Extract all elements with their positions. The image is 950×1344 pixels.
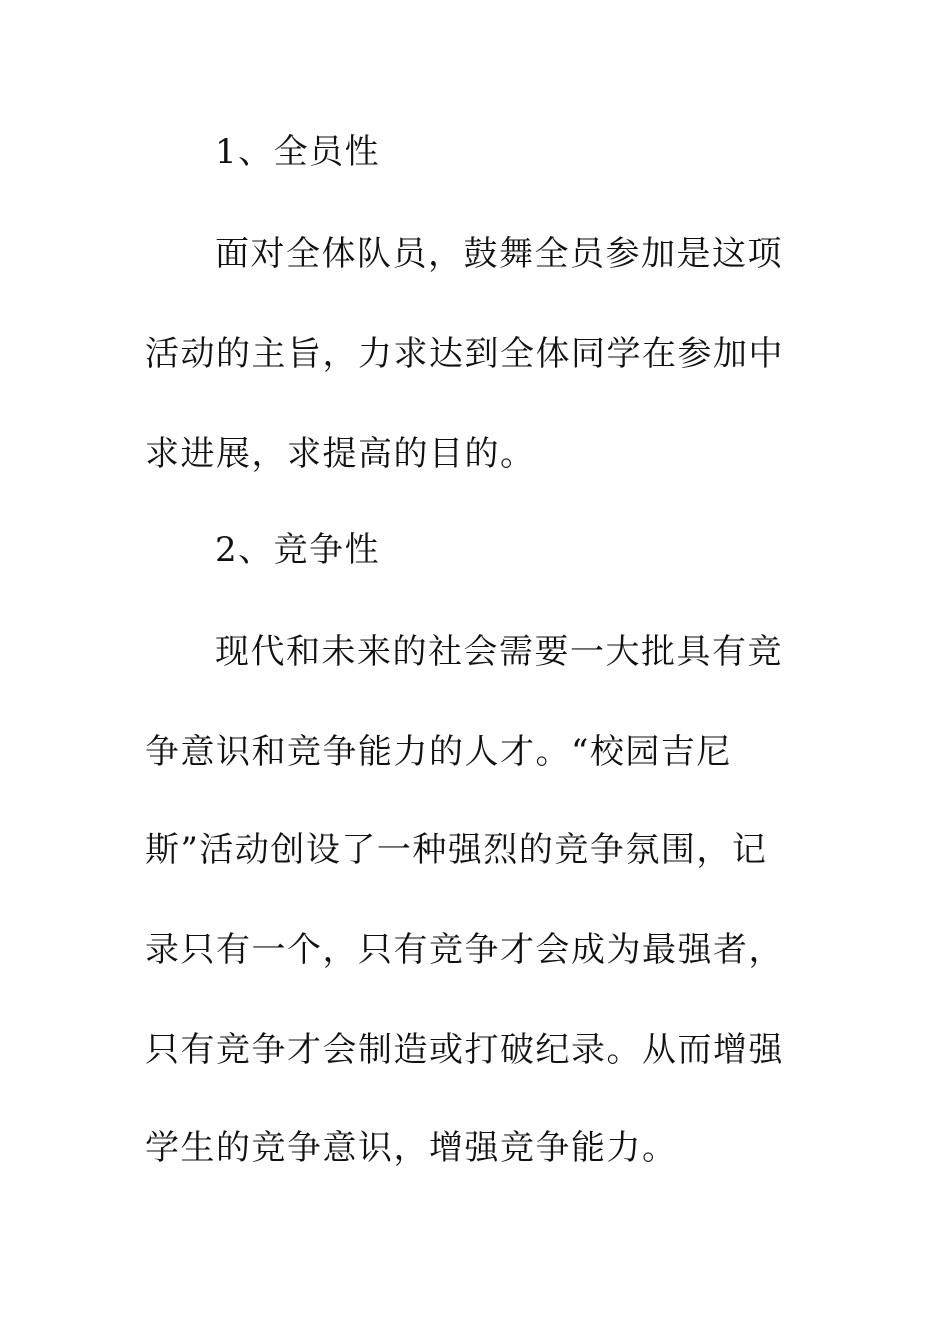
paragraph-line: 现代和未来的社会需要一大批具有竞 — [215, 632, 783, 672]
paragraph-line: 斯”活动创设了一种强烈的竞争氛围，记 — [145, 830, 768, 870]
section-heading-1: 1、全员性 — [215, 132, 381, 172]
paragraph-line: 争意识和竞争能力的人才。“校园吉尼 — [145, 732, 732, 772]
paragraph-line: 只有竞争才会制造或打破纪录。从而增强 — [145, 1030, 784, 1070]
paragraph-line: 学生的竞争意识，增强竞争能力。 — [145, 1128, 678, 1168]
paragraph-line: 录只有一个，只有竞争才会成为最强者， — [145, 930, 784, 970]
paragraph-line: 求进展，求提高的目的。 — [145, 434, 536, 474]
paragraph-line: 面对全体队员，鼓舞全员参加是这项 — [215, 234, 783, 274]
paragraph-line: 活动的主旨，力求达到全体同学在参加中 — [145, 334, 784, 374]
section-heading-2: 2、竞争性 — [215, 530, 381, 570]
